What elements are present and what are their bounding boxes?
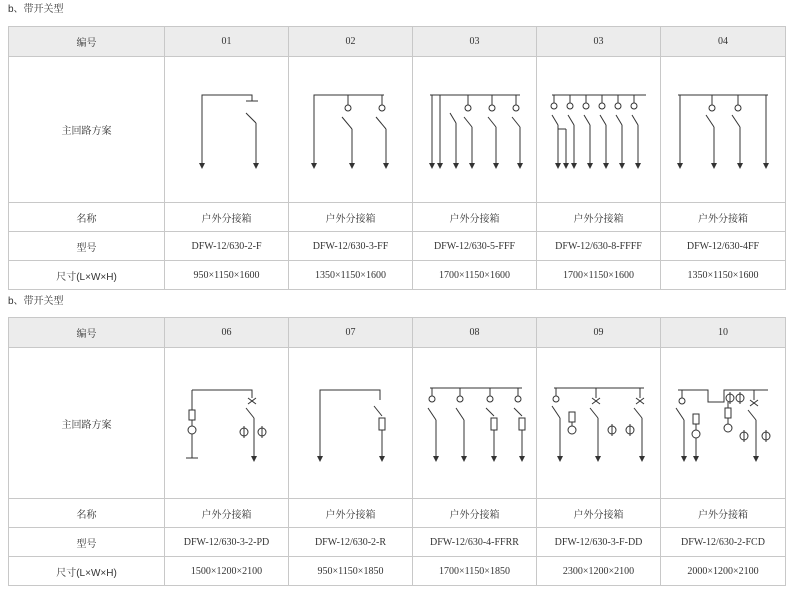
- table-row-scheme: [9, 348, 786, 499]
- col-id: 07: [289, 318, 413, 348]
- name-cell: 户外分接箱: [537, 203, 661, 232]
- label-name: 名称: [9, 499, 165, 528]
- col-id: 03: [413, 27, 537, 57]
- label-id: 编号: [9, 318, 165, 348]
- table-row-size: [9, 557, 786, 586]
- single-line-diagram-fdd: [544, 378, 654, 468]
- model-cell: DFW-12/630-2-FCD: [661, 528, 786, 557]
- single-line-diagram-5fff: [420, 85, 530, 175]
- model-cell: DFW-12/630-8-FFFF: [537, 232, 661, 261]
- single-line-diagram-3ff: [296, 85, 406, 175]
- single-line-diagram-pd: [172, 378, 282, 468]
- single-line-diagram-ffrr: [420, 378, 530, 468]
- name-cell: 户外分接箱: [413, 499, 537, 528]
- table-row-model: [9, 232, 786, 261]
- col-id: 01: [165, 27, 289, 57]
- label-size: 尺寸(L×W×H): [9, 261, 165, 290]
- scheme-cell: [413, 348, 537, 499]
- single-line-diagram-2f: [172, 85, 282, 175]
- model-cell: DFW-12/630-2-R: [289, 528, 413, 557]
- model-cell: DFW-12/630-2-F: [165, 232, 289, 261]
- label-id: 编号: [9, 27, 165, 57]
- table-header-row: [9, 27, 786, 57]
- table-row-model: [9, 528, 786, 557]
- col-id: 06: [165, 318, 289, 348]
- name-cell: 户外分接箱: [661, 203, 786, 232]
- single-line-diagram-r: [296, 378, 406, 468]
- single-line-diagram-8ffff: [544, 85, 654, 175]
- label-scheme: 主回路方案: [9, 348, 165, 499]
- scheme-cell: [165, 348, 289, 499]
- single-line-diagram-fcd: [668, 378, 778, 468]
- name-cell: 户外分接箱: [165, 499, 289, 528]
- col-id: 08: [413, 318, 537, 348]
- col-id: 04: [661, 27, 786, 57]
- table-row-scheme: [9, 57, 786, 203]
- model-cell: DFW-12/630-5-FFF: [413, 232, 537, 261]
- label-scheme: 主回路方案: [9, 57, 165, 203]
- label-name: 名称: [9, 203, 165, 232]
- table-row-name: [9, 203, 786, 232]
- scheme-cell: [165, 57, 289, 203]
- size-cell: 2000×1200×2100: [661, 557, 786, 586]
- model-cell: DFW-12/630-3-FF: [289, 232, 413, 261]
- spec-table-1: [8, 26, 786, 290]
- label-model: 型号: [9, 528, 165, 557]
- single-line-diagram-4ff: [668, 85, 778, 175]
- scheme-cell: [661, 348, 786, 499]
- name-cell: 户外分接箱: [537, 499, 661, 528]
- name-cell: 户外分接箱: [413, 203, 537, 232]
- size-cell: 1500×1200×2100: [165, 557, 289, 586]
- col-id: 02: [289, 27, 413, 57]
- size-cell: 2300×1200×2100: [537, 557, 661, 586]
- model-cell: DFW-12/630-4FF: [661, 232, 786, 261]
- size-cell: 1700×1150×1600: [413, 261, 537, 290]
- label-model: 型号: [9, 232, 165, 261]
- col-id: 03: [537, 27, 661, 57]
- size-cell: 1350×1150×1600: [289, 261, 413, 290]
- col-id: 10: [661, 318, 786, 348]
- size-cell: 1350×1150×1600: [661, 261, 786, 290]
- table-row-size: [9, 261, 786, 290]
- label-size: 尺寸(L×W×H): [9, 557, 165, 586]
- size-cell: 950×1150×1850: [289, 557, 413, 586]
- table-row-name: [9, 499, 786, 528]
- col-id: 09: [537, 318, 661, 348]
- scheme-cell: [289, 348, 413, 499]
- spec-table-2: [8, 317, 786, 586]
- name-cell: 户外分接箱: [661, 499, 786, 528]
- size-cell: 950×1150×1600: [165, 261, 289, 290]
- section2-caption: b、带开关型: [8, 296, 64, 307]
- model-cell: DFW-12/630-3-F-DD: [537, 528, 661, 557]
- model-cell: DFW-12/630-3-2-PD: [165, 528, 289, 557]
- scheme-cell: [537, 57, 661, 203]
- scheme-cell: [537, 348, 661, 499]
- section1-caption: b、带开关型: [8, 4, 64, 15]
- size-cell: 1700×1150×1600: [537, 261, 661, 290]
- name-cell: 户外分接箱: [289, 203, 413, 232]
- scheme-cell: [289, 57, 413, 203]
- scheme-cell: [661, 57, 786, 203]
- model-cell: DFW-12/630-4-FFRR: [413, 528, 537, 557]
- table-header-row: [9, 318, 786, 348]
- name-cell: 户外分接箱: [165, 203, 289, 232]
- size-cell: 1700×1150×1850: [413, 557, 537, 586]
- name-cell: 户外分接箱: [289, 499, 413, 528]
- scheme-cell: [413, 57, 537, 203]
